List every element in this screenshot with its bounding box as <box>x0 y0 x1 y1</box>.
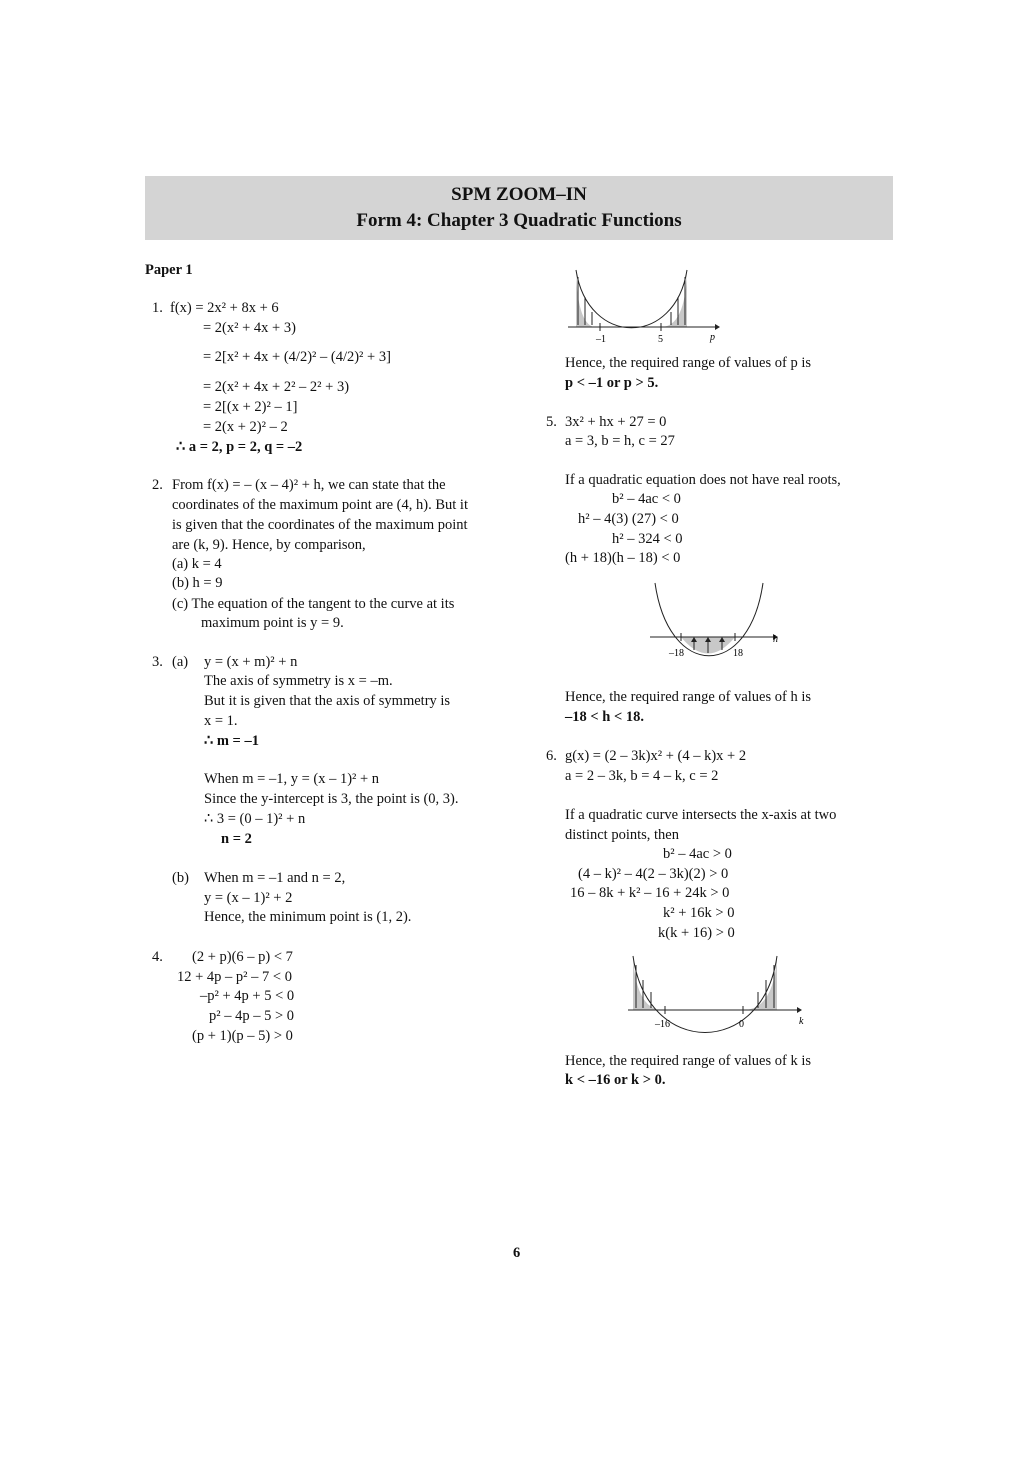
shaded-region <box>633 958 665 1010</box>
paper-label: Paper 1 <box>145 262 193 278</box>
q5-number: 5. <box>546 414 557 430</box>
q5-answer: –18 < h < 18. <box>565 709 644 725</box>
q5-line: a = 3, b = h, c = 27 <box>565 433 675 449</box>
root-label: 18 <box>733 648 743 659</box>
axis-arrow-icon <box>797 1007 802 1013</box>
q6-line: k(k + 16) > 0 <box>658 925 735 941</box>
q2-line: coordinates of the maximum point are (4, h). But it <box>172 497 468 513</box>
q1-line: = 2[(x + 2)² – 1] <box>203 399 298 415</box>
q5-line: h² – 4(3) (27) < 0 <box>578 511 679 527</box>
q6-line: a = 2 – 3k, b = 4 – k, c = 2 <box>565 768 719 784</box>
q3-a-line: The axis of symmetry is x = –m. <box>204 673 393 689</box>
q3-a-line: n = 2 <box>221 831 252 847</box>
q1-line: = 2(x² + 4x + 3) <box>203 320 296 336</box>
q4-number: 4. <box>152 949 163 965</box>
q1-number: 1. <box>152 300 163 316</box>
chapter-banner <box>145 176 893 240</box>
q4-line: –p² + 4p + 5 < 0 <box>200 988 295 1004</box>
q3-a-line: Since the y-intercept is 3, the point is (0, 3). <box>204 791 459 807</box>
root-label: –16 <box>655 1019 670 1030</box>
shaded-region <box>576 272 600 327</box>
q6-parabola-graph <box>625 950 815 1034</box>
q6-conclusion: Hence, the required range of values of k is <box>565 1053 811 1069</box>
q2-part-a: (a) k = 4 <box>172 556 222 572</box>
q5-line: If a quadratic equation does not have real roots, <box>565 472 841 488</box>
page-number: 6 <box>513 1245 521 1261</box>
q1-line: = 2[x² + 4x + (4/2)² – (4/2)² + 3] <box>203 349 391 365</box>
q5-line: (h + 18)(h – 18) < 0 <box>565 550 681 566</box>
q6-line: k² + 16k > 0 <box>663 905 735 921</box>
q5-parabola-graph <box>645 580 785 662</box>
q5-line: h² – 324 < 0 <box>612 531 683 547</box>
q3-number: 3. <box>152 654 163 670</box>
q3-a-line: ∴ m = –1 <box>204 733 259 749</box>
q2-part-c-cont: maximum point is y = 9. <box>201 615 344 631</box>
root-label: 0 <box>739 1019 744 1030</box>
q6-line: b² – 4ac > 0 <box>663 846 732 862</box>
root-label: –1 <box>596 334 606 345</box>
q6-number: 6. <box>546 748 557 764</box>
q3-b-line: Hence, the minimum point is (1, 2). <box>204 909 412 925</box>
q6-line: (4 – k)² – 4(2 – 3k)(2) > 0 <box>578 866 729 882</box>
root-label: –18 <box>669 648 684 659</box>
q6-line: distinct points, then <box>565 827 679 843</box>
banner-title: SPM ZOOM–IN <box>451 184 587 205</box>
q2-part-b: (b) h = 9 <box>172 575 223 591</box>
q1-line: = 2(x² + 4x + 2² – 2² + 3) <box>203 379 350 395</box>
q1-answer: ∴ a = 2, p = 2, q = –2 <box>176 439 303 455</box>
axis-label: h <box>773 634 778 645</box>
q2-line: are (k, 9). Hence, by comparison, <box>172 537 366 553</box>
axis-label: p <box>710 332 715 343</box>
q3-a-line: y = (x + m)² + n <box>204 654 298 670</box>
q3-b-label: (b) <box>172 870 189 886</box>
q4-line: (p + 1)(p – 5) > 0 <box>192 1028 293 1044</box>
q3-a-line: ∴ 3 = (0 – 1)² + n <box>204 811 306 827</box>
parabola-curve <box>576 270 687 328</box>
q3-a-line: x = 1. <box>204 713 238 729</box>
axis-arrow-icon <box>715 324 720 330</box>
q4-conclusion: Hence, the required range of values of p is <box>565 355 811 371</box>
q3-b-line: y = (x – 1)² + 2 <box>204 890 293 906</box>
q2-part-c: (c) The equation of the tangent to the curve at its <box>172 596 455 612</box>
q5-conclusion: Hence, the required range of values of h is <box>565 689 811 705</box>
q4-line: (2 + p)(6 – p) < 7 <box>192 949 293 965</box>
q6-line: 16 – 8k + k² – 16 + 24k > 0 <box>570 885 730 901</box>
q3-a-label: (a) <box>172 654 189 670</box>
root-label: 5 <box>658 334 663 345</box>
q5-line: 3x² + hx + 27 = 0 <box>565 414 667 430</box>
axis-label: k <box>799 1016 804 1027</box>
q1-line: = 2(x + 2)² – 2 <box>203 419 288 435</box>
q2-number: 2. <box>152 477 163 493</box>
q3-b-line: When m = –1 and n = 2, <box>204 870 346 886</box>
q3-a-line: When m = –1, y = (x – 1)² + n <box>204 771 380 787</box>
banner-subtitle: Form 4: Chapter 3 Quadratic Functions <box>356 210 682 231</box>
q1-line: f(x) = 2x² + 8x + 6 <box>170 300 279 316</box>
q6-answer: k < –16 or k > 0. <box>565 1072 666 1088</box>
q5-line: b² – 4ac < 0 <box>612 491 681 507</box>
q2-line: is given that the coordinates of the maximum point <box>172 517 468 533</box>
q3-a-line: But it is given that the axis of symmetry is <box>204 693 451 709</box>
q4-line: p² – 4p – 5 > 0 <box>209 1008 295 1024</box>
q6-line: If a quadratic curve intersects the x-axis at two <box>565 807 837 823</box>
q4-line: 12 + 4p – p² – 7 < 0 <box>177 969 292 985</box>
q4-answer: p < –1 or p > 5. <box>565 375 659 391</box>
q4-parabola-graph <box>560 262 730 347</box>
q6-line: g(x) = (2 – 3k)x² + (4 – k)x + 2 <box>565 748 747 764</box>
q2-line: From f(x) = – (x – 4)² + h, we can state that the <box>172 477 446 493</box>
shaded-region <box>661 272 687 327</box>
